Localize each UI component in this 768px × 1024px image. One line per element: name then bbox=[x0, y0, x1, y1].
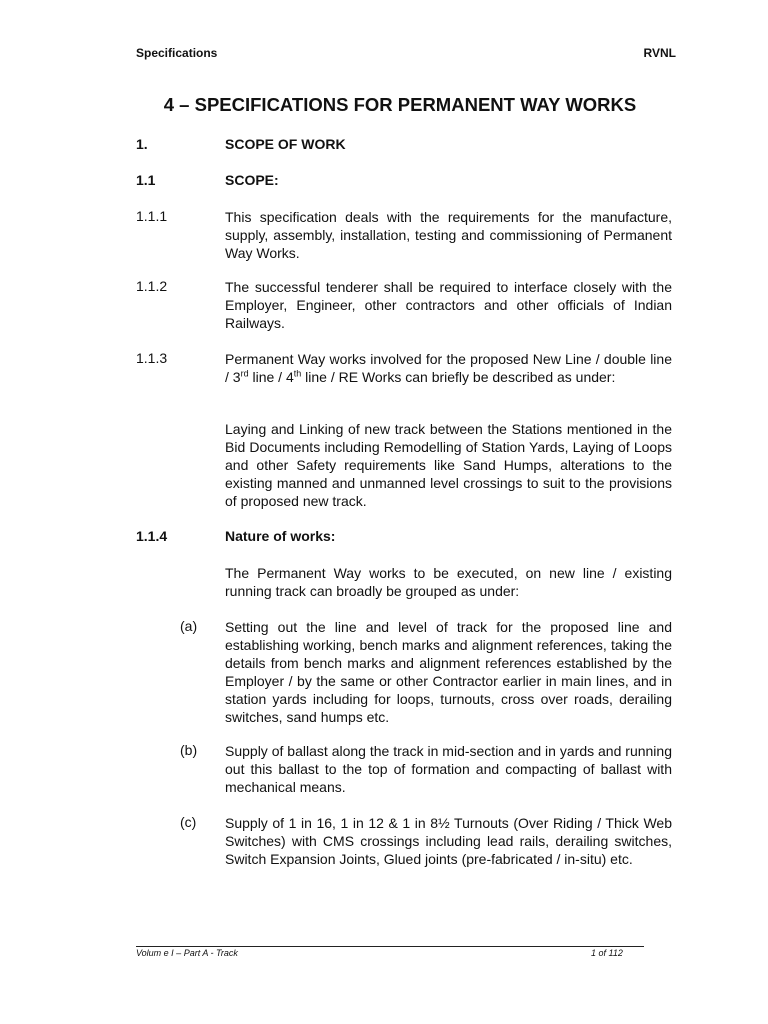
page-number: 1 of 112 bbox=[591, 948, 623, 958]
footer-divider bbox=[136, 946, 644, 947]
list-item-a-label: (a) bbox=[180, 618, 198, 634]
list-item-b-text: Supply of ballast along the track in mid-section and in yards and running out this ballast to the top of formation and compacting of ballast with mechanical means. bbox=[225, 743, 672, 795]
list-item-c-text: Supply of 1 in 16, 1 in 12 & 1 in 8½ Turnouts (Over Riding / Thick Web Switches) with CMS crossings including lead rails, derailing switches, Switch Expansion Joints, Glued joints (pre-fabricated / in-situ) etc. bbox=[225, 815, 672, 867]
section-1-1-1-number: 1.1.1 bbox=[136, 208, 168, 224]
list-item-c-label: (c) bbox=[180, 814, 197, 830]
section-1-1-2-text: The successful tenderer shall be required to interface closely with the Employer, Engineer, other contractors and other officials of Indian Railways. bbox=[225, 279, 672, 331]
page-title: 4 – SPECIFICATIONS FOR PERMANENT WAY WORKS bbox=[163, 94, 637, 115]
section-1-number: 1. bbox=[136, 136, 148, 152]
section-1-1-4-number: 1.1.4 bbox=[136, 528, 168, 544]
section-1-1-number: 1.1 bbox=[136, 172, 156, 188]
section-1-1-3-paragraph-2: Laying and Linking of new track between the Stations mentioned in the Bid Documents including Remodelling of Station Yards, Laying of Loops and other Safety requirements like Sand Humps, alterations to the existing manned and unmanned level crossings to suit to the provisions of proposed new track. bbox=[225, 421, 672, 509]
header-left: Specifications bbox=[136, 46, 218, 60]
section-1-1-3-text: Permanent Way works involved for the proposed New Line / double line / 3rd line / 4th line / RE Works can briefly be described as under: bbox=[225, 351, 672, 385]
section-1-1-heading: SCOPE: bbox=[225, 172, 279, 188]
header-right: RVNL bbox=[643, 46, 676, 60]
section-1-1-1-text: This specification deals with the requirements for the manufacture, supply, assembly, installation, testing and commissioning of Permanent Way Works. bbox=[225, 209, 672, 261]
section-1-1-3-number: 1.1.3 bbox=[136, 350, 168, 366]
section-1-1-4-heading: Nature of works: bbox=[225, 528, 336, 544]
footer-left: Volum e I – Part A - Track bbox=[136, 948, 238, 958]
list-item-b-label: (b) bbox=[180, 742, 198, 758]
section-1-1-2-number: 1.1.2 bbox=[136, 278, 168, 294]
list-item-a-text: Setting out the line and level of track for the proposed line and establishing working, bench marks and alignment references, taking the details from bench marks and alignment references established by the Employer / by the same or other Contractor earlier in main lines, and in station yards including for loops, turnouts, cross over roads, derailing switches, sand humps etc. bbox=[225, 619, 672, 725]
section-1-heading: SCOPE OF WORK bbox=[225, 136, 346, 152]
section-1-1-4-intro: The Permanent Way works to be executed, on new line / existing running track can broadly be grouped as under: bbox=[225, 565, 672, 599]
